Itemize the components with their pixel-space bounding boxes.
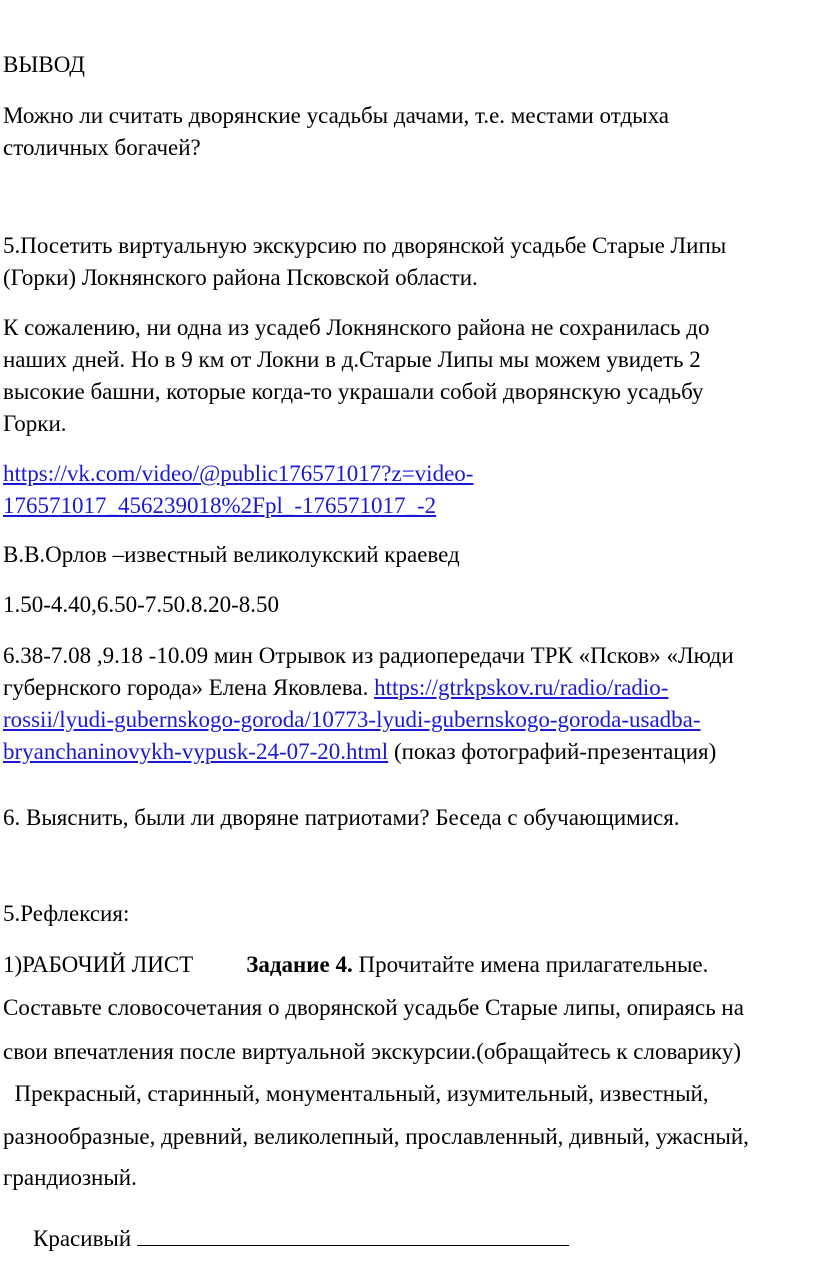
radio-author: губернского города» Елена Яковлева. xyxy=(3,675,375,700)
radio-link-part-2[interactable]: rossii/lyudi-gubernskogo-goroda/10773-lyudi-gubernskogo-goroda-usadba- xyxy=(3,707,701,732)
answer-label: Красивый xyxy=(33,1226,137,1251)
answer-row xyxy=(33,1221,569,1255)
radio-line-1: 6.38-7.08 ,9.18 -10.09 мин Отрывок из радиопередачи ТРК «Псков» «Люди xyxy=(3,643,734,668)
regret-line-3: высокие башни, которые когда-то украшали собой дворянскую усадьбу xyxy=(3,379,704,404)
task-instruction: Прочитайте имена прилагательные. xyxy=(352,952,709,977)
radio-line-2 xyxy=(3,672,668,704)
radio-link-part-1[interactable]: https://gtrkpskov.ru/radio/radio- xyxy=(374,675,669,700)
task-number: Задание 4. xyxy=(246,952,353,977)
vk-video-link-part-2[interactable]: 176571017_456239018%2Fpl_-176571017_-2 xyxy=(3,493,437,518)
visit-line-1: 5.Посетить виртуальную экскурсию по дворянской усадьбе Старые Липы xyxy=(3,233,727,258)
radio-link-part-3[interactable]: bryanchaninovykh-vypusk-24-07-20.html xyxy=(3,739,389,764)
adjectives-line-2: разнообразные, древний, великолепный, прославленный, дивный, ужасный, xyxy=(3,1124,749,1149)
radio-line-4 xyxy=(3,736,716,768)
regret-line-2: наших дней. Но в 9 км от Локни в д.Старые Липы мы можем увидеть 2 xyxy=(3,347,701,372)
visit-line-2: (Горки) Локнянского района Псковской области. xyxy=(3,265,478,290)
step6-text: 6. Выяснить, были ли дворяне патриотами? Беседа с обучающимися. xyxy=(3,805,680,830)
radio-line-3[interactable] xyxy=(3,704,701,736)
worksheet-line-1 xyxy=(3,949,708,981)
vk-video-link-line-1[interactable] xyxy=(3,458,473,490)
worksheet-line-2: Составьте словосочетания о дворянской усадьбе Старые липы, опираясь на xyxy=(3,995,744,1020)
regret-line-1: К сожалению, ни одна из усадеб Локнянского района не сохранилась до xyxy=(3,315,710,340)
adjectives-line-3: грандиозный. xyxy=(3,1165,137,1190)
timecodes: 1.50-4.40,6.50-7.50.8.20-8.50 xyxy=(3,592,279,617)
vk-video-link-line-2[interactable] xyxy=(3,490,436,522)
worksheet-line-3: свои впечатления после виртуальной экскурсии.(обращайтесь к словарику) xyxy=(3,1039,742,1064)
question-line-1: Можно ли считать дворянские усадьбы дачами, т.е. местами отдыха xyxy=(3,103,670,128)
vk-video-link-part-1[interactable]: https://vk.com/video/@public176571017?z=video- xyxy=(3,461,474,486)
heading-vyvod: ВЫВОД xyxy=(3,52,85,77)
regret-line-4: Горки. xyxy=(3,411,67,436)
question-line-2: столичных богачей? xyxy=(3,135,201,160)
worksheet-label: 1)РАБОЧИЙ ЛИСТ xyxy=(3,952,194,977)
radio-note: (показ фотографий-презентация) xyxy=(388,739,717,764)
answer-blank-line[interactable] xyxy=(137,1221,569,1246)
orlov-note: В.В.Орлов –известный великолукский краевед xyxy=(3,542,460,567)
reflection-heading: 5.Рефлексия: xyxy=(3,901,130,926)
adjectives-line-1: Прекрасный, старинный, монументальный, изумительный, известный, xyxy=(3,1081,709,1106)
